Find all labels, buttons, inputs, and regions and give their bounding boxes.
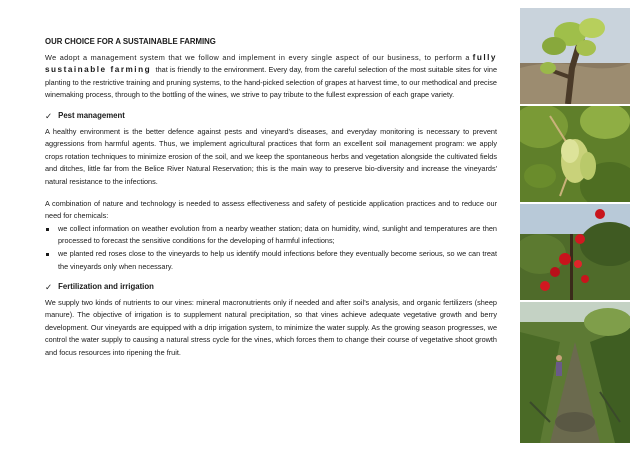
document-body <box>45 36 497 360</box>
pest-management-heading <box>45 110 497 123</box>
fertilization-title: Fertilization and irrigation <box>58 282 154 292</box>
intro-emphasis: fully sustainable farming <box>45 52 497 75</box>
pest-management-title: Pest management <box>58 110 125 120</box>
pest-paragraph-1: A healthy environment is the better defence against pests and vineyard’s diseases, and everyday monitoring is necessary to prevent aggressions from harmful agents. Thus, we implement agricultural practices that form an excellent soil management program: we apply crops rotation techniques to minimize erosion of the soil, and we keep the spontaneous herbs and vegetation alongside the cultivated fields and ditches, little far from the Belice River Natural Reservation; this is the main way to preserve bio-diversity and increase the vineyards' natural resistance to the infections. <box>45 126 497 186</box>
checkmark-icon: ✓ <box>45 110 53 121</box>
pest-bullet-list <box>45 223 497 273</box>
vineyard-rows-photo <box>520 302 630 443</box>
grape-flowers-photo <box>520 106 630 202</box>
spacer <box>45 189 497 198</box>
intro-text-2: that is friendly to the environment. <box>155 65 267 75</box>
pest-paragraph-2: A combination of nature and technology is needed to assess effectiveness and safety of pesticide application practices and to reduce our need for chemicals: <box>45 198 497 221</box>
intro-text-1: We adopt a management system that we follow and implement in every single aspect of our business, to perform a <box>45 52 470 62</box>
checkmark-icon: ✓ <box>45 282 53 293</box>
photo-column <box>520 8 630 445</box>
bullet-item: we planted red roses close to the vineyards to help us identify mould infections before they eventually become serious, so we can treat the vineyards only when necessary. <box>45 248 497 273</box>
bullet-item: we collect information on weather evolution from a nearby weather station; data on humidity, wind, sunlight and temperatures are then processed to forecast the sensitive conditions for the developing of harmful infections; <box>45 223 497 248</box>
page-title: OUR CHOICE FOR A SUSTAINABLE FARMING <box>45 37 216 46</box>
fertilization-heading <box>45 281 497 294</box>
intro-text-3: Every day, from the careful selection of the most suitable sites for vine planting to the restrictive training and pruning systems, to the hand-picked selection of grapes at harvest time, to our methodical and precise winemaking process, through to the bottling of the wines, we strive to pay tribute to the fullest expression of each grape variety. <box>45 65 498 100</box>
vine-shoot-photo <box>520 8 630 104</box>
intro-paragraph <box>45 52 497 102</box>
red-roses-photo <box>520 204 630 300</box>
fertilization-paragraph: We supply two kinds of nutrients to our vines: mineral macronutrients only if needed and after soil’s analysis, and organic fertilizers (sheep manure). The objective of irrigation is to supplement natural precipitation, so that vines achieve adequate vegetative growth and berry development. Our vineyards are equipped with a drip irrigation system, to minimize the water supply. As the growing season progresses, we control the water supply to causing a natural stress cycle for the vines, which forces them to change their course of vegetative shoot growth and focus resources into ripening the fruit. <box>45 297 497 358</box>
